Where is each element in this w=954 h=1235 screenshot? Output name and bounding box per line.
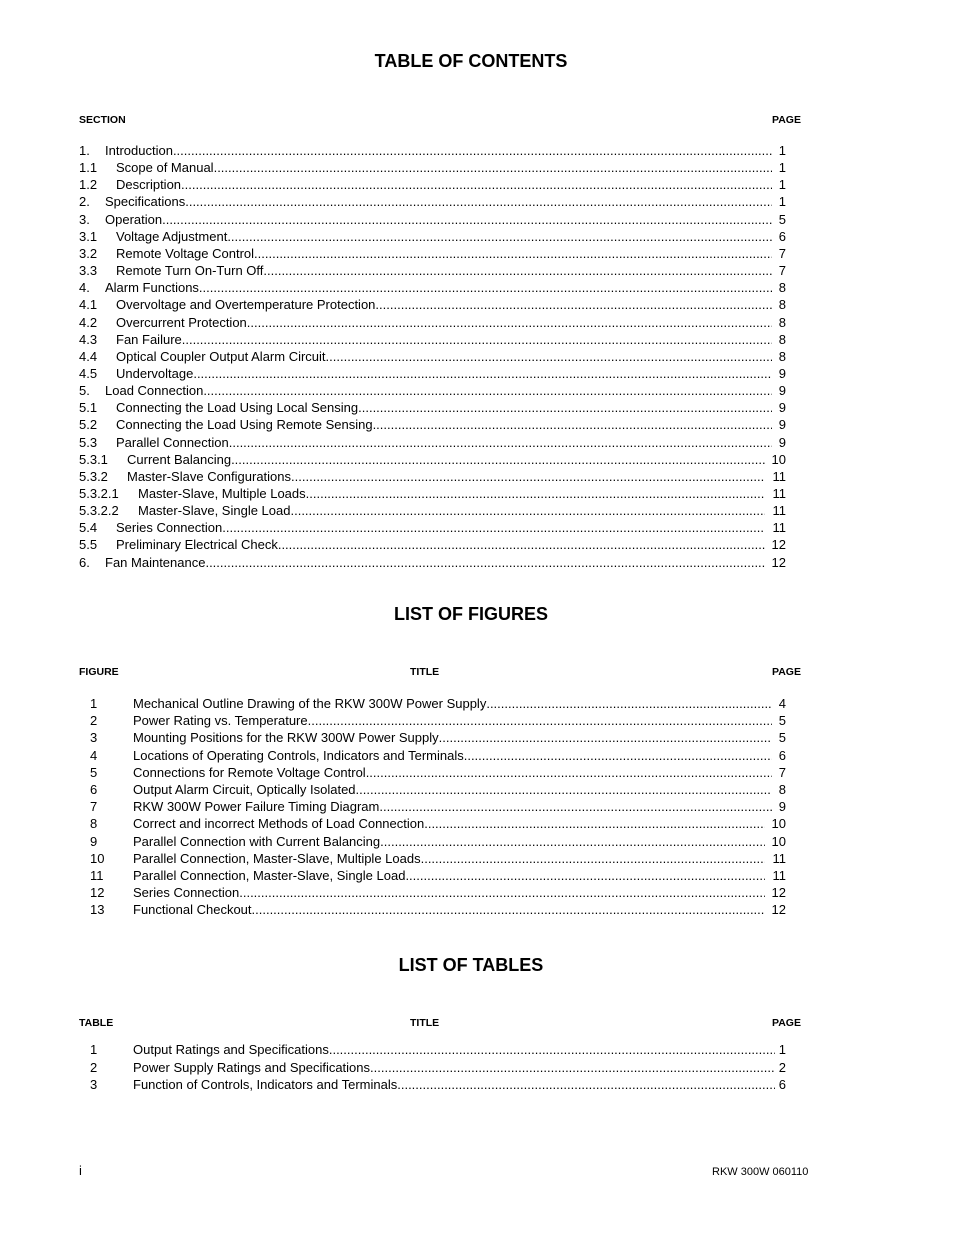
toc-entry-title: Undervoltage [116,365,194,381]
figure-entry [0,712,954,729]
table-entry-number: 3 [90,1077,98,1092]
dot-leader [356,781,772,798]
figure-entry [0,833,954,850]
dot-leader [252,901,765,918]
toc-entry-number: 3.3 [79,263,98,279]
toc-entry-number: 3. [79,211,90,227]
toc-entry-leader [116,434,772,451]
dot-leader [373,416,772,433]
toc-entry-leader [116,176,772,193]
dot-leader [329,1041,775,1058]
toc-entry-title: Overvoltage and Overtemperature Protection [116,297,376,313]
toc-col-section: SECTION [79,114,126,126]
toc-entry-page: 8 [778,348,786,364]
toc-entry [0,365,954,382]
figure-entry-leader [133,867,765,884]
toc-entry-leader [116,399,772,416]
toc-entry-title: Remote Turn On-Turn Off [116,263,264,279]
toc-entry [0,211,954,228]
dot-leader [203,382,772,399]
toc-entry [0,399,954,416]
toc-entry [0,314,954,331]
toc-entry-leader [105,142,772,159]
dot-leader [439,729,772,746]
footer-page-label: i [79,1163,82,1178]
toc-entry-leader [116,245,772,262]
toc-entry-leader [138,485,765,502]
figure-entry-title: Mounting Positions for the RKW 300W Power Supply [133,730,439,746]
table-entry-title: Function of Controls, Indicators and Terminals [133,1077,398,1092]
figure-entry-number: 3 [90,730,98,746]
toc-entry-page: 9 [778,434,786,450]
table-entry-leader [133,1076,775,1093]
dot-leader [278,536,765,553]
toc-entry-title: Specifications [105,194,186,210]
figure-entry [0,695,954,712]
toc-entry-leader [116,314,772,331]
figure-entry-title: Parallel Connection, Master-Slave, Multiple Loads [133,850,421,866]
toc-entry [0,193,954,210]
toc-entry-title: Fan Failure [116,331,182,347]
toc-entry-title: Description [116,177,182,193]
figure-entry-leader [133,747,772,764]
dot-leader [205,554,765,571]
figure-entry-leader [133,781,772,798]
toc-entry-number: 1.1 [79,160,98,176]
toc-entry-page: 6 [778,228,786,244]
figure-entry-page: 8 [778,782,786,797]
toc-entry-page: 9 [778,365,786,381]
figure-entry-page: 7 [778,764,786,780]
dot-leader [162,211,772,228]
dot-leader [405,867,765,884]
figure-entry-page: 4 [778,696,786,711]
toc-entry-number: 4.1 [79,297,98,313]
figure-entry-number: 4 [90,747,98,763]
dot-leader [214,159,772,176]
figure-entry-number: 11 [90,868,104,883]
toc-entry [0,348,954,365]
toc-entry [0,262,954,279]
figure-entry-title: Locations of Operating Controls, Indicators and Terminals [133,747,464,763]
toc-entry [0,536,954,553]
figures-title: LIST OF FIGURES [393,604,548,624]
figure-entry-title: Series Connection [133,885,240,901]
toc-entry [0,176,954,193]
toc-entry-number: 3.2 [79,245,98,261]
toc-entry-leader [105,193,772,210]
toc-entry-page: 11 [772,520,786,536]
figure-entry-leader [133,712,772,729]
figure-entry-leader [133,850,765,867]
toc-entry-number: 6. [79,554,90,570]
toc-entry-page: 5 [778,211,786,227]
toc-entry [0,142,954,159]
toc-entry-number: 5. [79,383,90,399]
toc-entry-leader [116,159,772,176]
toc-entry-title: Introduction [105,143,173,158]
figure-entry [0,884,954,901]
toc-entry-leader [116,348,772,365]
toc-entry-page: 7 [778,245,786,261]
dot-leader [222,519,765,536]
toc-entry-number: 5.1 [79,400,98,416]
toc-entry-leader [116,331,772,348]
toc-entry-leader [105,554,765,571]
dot-leader [227,228,772,245]
figure-entry-leader [133,729,772,746]
figure-entry-number: 6 [90,782,98,797]
figure-entry [0,901,954,918]
figure-entry-title: Connections for Remote Voltage Control [133,764,366,780]
toc-entry-number: 5.5 [79,537,98,553]
toc-entry-leader [127,451,765,468]
toc-entry [0,519,954,536]
toc-entry-page: 12 [771,537,786,553]
toc-entry-number: 4.4 [79,348,98,364]
dot-leader [358,399,772,416]
figure-entry-title: Parallel Connection with Current Balancing [133,833,381,849]
figure-entry-page: 10 [771,833,786,849]
footer-doc-id: RKW 300W 060110 [712,1166,809,1178]
figure-entry-number: 5 [90,764,98,780]
toc-entry-title: Operation [105,211,163,227]
toc-entry-page: 8 [778,297,786,313]
figure-entry-number: 9 [90,833,98,849]
figure-entry-title: Mechanical Outline Drawing of the RKW 300W Power Supply [133,696,487,711]
dot-leader [424,815,765,832]
toc-entry-leader [116,416,772,433]
table-entry-leader [133,1041,775,1058]
dot-leader [397,1076,775,1093]
dot-leader [181,176,772,193]
figure-entry [0,850,954,867]
dot-leader [379,798,772,815]
dot-leader [193,365,772,382]
dot-leader [263,262,772,279]
toc-entry-number: 4.5 [79,365,98,381]
figure-entry-number: 7 [90,799,98,815]
figure-entry-number: 10 [90,850,105,866]
toc-entry-number: 5.4 [79,520,98,536]
toc-entry [0,554,954,571]
toc-entry-page: 1 [778,143,786,158]
toc-entry-title: Connecting the Load Using Remote Sensing [116,417,373,433]
table-entry-title: Output Ratings and Specifications [133,1042,329,1057]
toc-entry-number: 3.1 [79,228,98,244]
figure-entry-title: Correct and incorrect Methods of Load Connection [133,816,425,832]
toc-entry-number: 4. [79,280,90,296]
tables-header [0,1017,954,1031]
figure-entry-page: 9 [778,799,786,815]
toc-entry-leader [116,536,765,553]
toc-entry-title: Voltage Adjustment [116,228,228,244]
toc-entry-title: Connecting the Load Using Local Sensing [116,400,359,416]
figures-col-title: TITLE [410,666,440,678]
dot-leader [185,193,772,210]
dot-leader [486,695,772,712]
toc-entry-title: Load Connection [105,383,204,399]
toc-header [0,114,954,128]
toc-title: TABLE OF CONTENTS [374,51,568,71]
toc-entry-page: 1 [778,160,786,176]
table-entry [0,1076,954,1093]
dot-leader [421,850,765,867]
table-entry [0,1041,954,1058]
table-entry-title: Power Supply Ratings and Specifications [133,1059,371,1075]
toc-entry-title: Parallel Connection [116,434,229,450]
toc-entry-number: 5.3.1 [79,451,108,467]
toc-entry [0,485,954,502]
figures-col-page: PAGE [772,666,801,678]
figures-header [0,666,954,680]
figure-entry [0,729,954,746]
table-entry-page: 1 [778,1042,786,1057]
figure-entry-title: Output Alarm Circuit, Optically Isolated [133,782,356,797]
toc-entry-number: 4.2 [79,314,98,330]
table-entry-page: 6 [778,1077,786,1092]
toc-entry-title: Preliminary Electrical Check [116,537,278,553]
table-entry-leader [133,1059,775,1076]
toc-entry-number: 1. [79,143,90,158]
figure-entry [0,867,954,884]
toc-entry-number: 5.3.2.1 [79,486,119,501]
toc-entry-number: 5.2 [79,417,98,433]
figure-entry-page: 10 [771,816,786,832]
toc-entry-title: Master-Slave, Single Load [138,503,291,519]
dot-leader [308,712,772,729]
toc-entry-number: 5.3.2.2 [79,503,119,519]
dot-leader [464,747,772,764]
figure-entry-title: Power Rating vs. Temperature [133,713,308,729]
figure-entry-number: 2 [90,713,98,729]
table-entry [0,1059,954,1076]
toc-entry-leader [116,262,772,279]
toc-entry-page: 9 [778,383,786,399]
toc-entry [0,331,954,348]
dot-leader [366,764,772,781]
table-entry-number: 2 [90,1059,98,1075]
toc-entry-page: 1 [778,177,786,193]
toc-entry-leader [138,502,765,519]
toc-entry [0,279,954,296]
toc-entry-title: Master-Slave Configurations [127,468,292,484]
figure-entry-number: 1 [90,696,98,711]
toc-entry-page: 11 [772,486,786,501]
dot-leader [375,296,772,313]
figure-entry-page: 11 [772,868,786,883]
figure-entry-page: 5 [778,730,786,746]
figure-entry-leader [133,884,765,901]
tables-col-title: TITLE [410,1017,440,1029]
toc-entry-page: 10 [771,451,786,467]
toc-entry-title: Scope of Manual [116,160,214,176]
figure-entry-page: 12 [771,885,786,901]
toc-entry-leader [116,296,772,313]
figure-entry-number: 13 [90,902,105,918]
toc-entry-title: Optical Coupler Output Alarm Circuit [116,348,326,364]
toc-entry-number: 2. [79,194,90,210]
toc-entry-page: 7 [778,263,786,279]
toc-entry-title: Series Connection [116,520,223,536]
toc-entry-page: 11 [772,468,786,484]
toc-entry-title: Fan Maintenance [105,554,206,570]
dot-leader [380,833,765,850]
dot-leader [231,451,765,468]
dot-leader [199,279,772,296]
toc-entry-title: Current Balancing [127,451,232,467]
figure-entry-page: 11 [772,850,786,866]
toc-entry [0,416,954,433]
toc-entry [0,434,954,451]
toc-entry-leader [127,468,765,485]
figure-entry [0,781,954,798]
figure-entry-number: 8 [90,816,98,832]
dot-leader [229,434,772,451]
dot-leader [182,331,772,348]
toc-entry [0,159,954,176]
toc-entry-number: 1.2 [79,177,98,193]
toc-entry-number: 5.3.2 [79,468,108,484]
table-entry-page: 2 [778,1059,786,1075]
table-entry-number: 1 [90,1042,98,1057]
toc-entry-page: 9 [778,417,786,433]
figure-entry [0,815,954,832]
figure-entry-leader [133,764,772,781]
figure-entry-leader [133,901,765,918]
toc-entry-leader [105,211,772,228]
toc-entry-page: 8 [778,280,786,296]
toc-entry-number: 5.3 [79,434,98,450]
toc-entry [0,296,954,313]
toc-entry [0,468,954,485]
toc-entry [0,228,954,245]
dot-leader [254,245,772,262]
tables-col-page: PAGE [772,1017,801,1029]
toc-entry-title: Remote Voltage Control [116,245,255,261]
dot-leader [247,314,772,331]
toc-entry-title: Alarm Functions [105,280,199,296]
toc-entry-title: Master-Slave, Multiple Loads [138,486,306,501]
figure-entry-title: Parallel Connection, Master-Slave, Single Load [133,868,406,883]
toc-entry-page: 8 [778,331,786,347]
dot-leader [290,502,765,519]
toc-entry-leader [116,228,772,245]
toc-entry-title: Overcurrent Protection [116,314,247,330]
toc-entry-page: 9 [778,400,786,416]
toc-entry-number: 4.3 [79,331,98,347]
dot-leader [370,1059,775,1076]
toc-entry-leader [105,382,772,399]
figure-entry-leader [133,815,765,832]
dot-leader [326,348,772,365]
toc-entry-leader [116,519,765,536]
toc-entry [0,245,954,262]
figure-entry-page: 6 [778,747,786,763]
tables-title: LIST OF TABLES [398,955,544,975]
figure-entry-leader [133,695,772,712]
tables-col-table: TABLE [79,1017,114,1029]
dot-leader [291,468,765,485]
toc-entry [0,382,954,399]
toc-entry [0,502,954,519]
figure-entry-leader [133,798,772,815]
figure-entry-leader [133,833,765,850]
figure-entry-page: 12 [771,902,786,918]
dot-leader [306,485,765,502]
figure-entry-number: 12 [90,885,105,901]
toc-entry-page: 11 [772,503,786,519]
figure-entry [0,798,954,815]
toc-entry-page: 12 [771,554,786,570]
dot-leader [239,884,765,901]
figure-entry-title: Functional Checkout [133,902,252,918]
figure-entry [0,764,954,781]
toc-entry-leader [105,279,772,296]
toc-entry-leader [116,365,772,382]
figures-col-figure: FIGURE [79,666,119,678]
dot-leader [173,142,772,159]
toc-col-page: PAGE [772,114,801,126]
figure-entry-page: 5 [778,713,786,729]
toc-entry-page: 1 [778,194,786,210]
figure-entry-title: RKW 300W Power Failure Timing Diagram [133,799,380,815]
figure-entry [0,747,954,764]
toc-entry [0,451,954,468]
toc-entry-page: 8 [778,314,786,330]
